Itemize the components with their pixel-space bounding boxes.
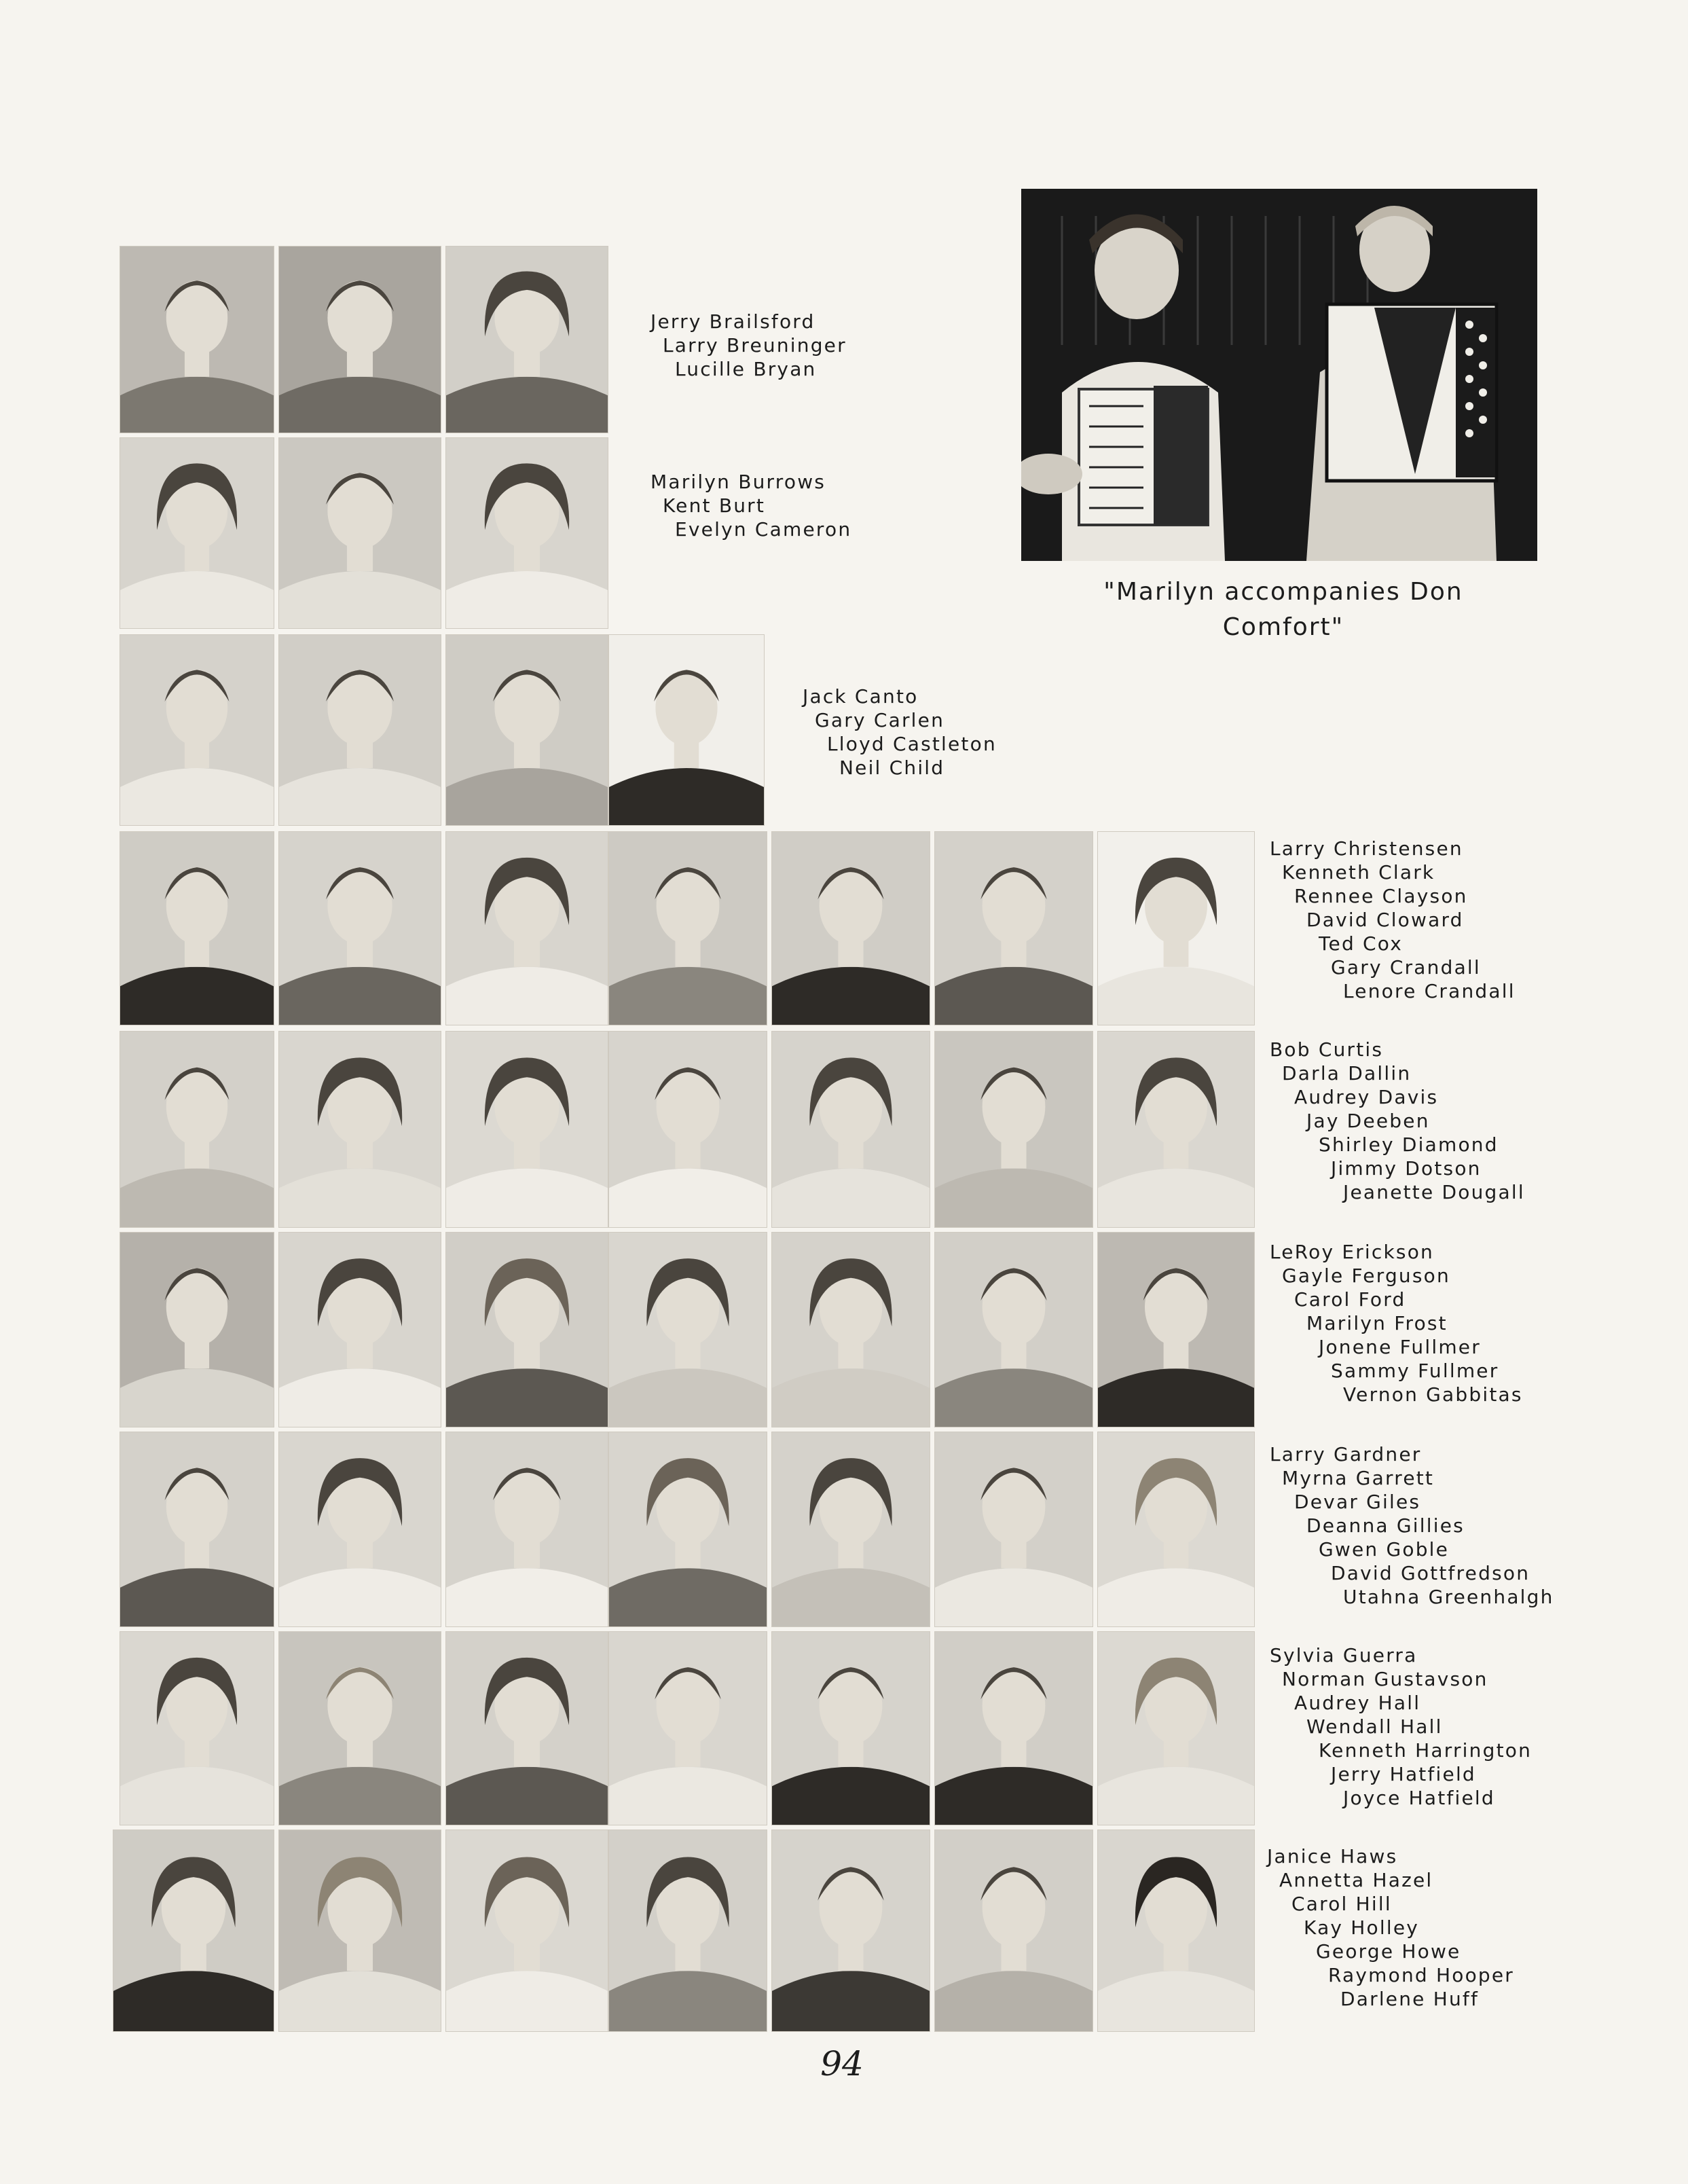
portrait-silhouette xyxy=(446,832,608,1025)
student-portrait xyxy=(934,831,1093,1025)
name-list xyxy=(1270,1240,1523,1406)
student-name: Joyce Hatfield xyxy=(1343,1787,1495,1809)
portrait-silhouette xyxy=(279,832,441,1025)
student-portrait xyxy=(120,437,274,629)
portrait-silhouette xyxy=(1098,1032,1254,1227)
student-name: Janice Haws xyxy=(1267,1845,1398,1868)
portrait-silhouette xyxy=(120,1032,274,1227)
student-portrait xyxy=(771,1031,930,1228)
student-name: David Cloward xyxy=(1306,909,1464,931)
portrait-silhouette xyxy=(772,1032,930,1227)
candid-photo-accordion xyxy=(1021,189,1537,561)
student-name: Gary Carlen xyxy=(815,709,945,731)
student-name: Darlene Huff xyxy=(1340,1988,1480,2010)
student-portrait xyxy=(771,1830,930,2032)
student-name: Neil Child xyxy=(839,757,945,779)
student-name: Sammy Fullmer xyxy=(1331,1360,1499,1382)
portrait-silhouette xyxy=(609,1632,767,1825)
accordion-photo-image xyxy=(1021,189,1537,561)
portrait-silhouette xyxy=(1098,1432,1254,1626)
student-portrait xyxy=(771,1631,930,1825)
student-name: Carol Ford xyxy=(1294,1288,1406,1311)
portrait-silhouette xyxy=(446,438,608,628)
student-portrait xyxy=(1097,1631,1255,1825)
student-name: Jimmy Dotson xyxy=(1331,1157,1482,1180)
student-name: Wendall Hall xyxy=(1306,1715,1443,1738)
student-portrait xyxy=(445,1631,608,1825)
student-portrait xyxy=(1097,1031,1255,1228)
portrait-silhouette xyxy=(113,1830,274,2031)
student-name: Gayle Ferguson xyxy=(1282,1264,1450,1287)
student-portrait xyxy=(120,1232,274,1427)
student-portrait xyxy=(120,1031,274,1228)
student-portrait xyxy=(120,1631,274,1825)
portrait-silhouette xyxy=(1098,1233,1254,1427)
name-list xyxy=(1270,1038,1525,1204)
portrait-silhouette xyxy=(279,1830,441,2031)
student-name: Lloyd Castleton xyxy=(827,733,997,755)
student-name: Larry Christensen xyxy=(1270,837,1463,860)
portrait-silhouette xyxy=(120,832,274,1025)
student-portrait xyxy=(608,634,765,826)
student-name: Jack Canto xyxy=(803,685,919,708)
student-portrait xyxy=(120,831,274,1025)
portrait-silhouette xyxy=(772,1432,930,1626)
portrait-silhouette xyxy=(772,1233,930,1427)
student-portrait xyxy=(278,246,441,433)
student-portrait xyxy=(608,1432,767,1627)
student-name: Jay Deeben xyxy=(1306,1110,1430,1132)
portrait-silhouette xyxy=(772,1830,930,2031)
student-portrait xyxy=(771,1432,930,1627)
portrait-silhouette xyxy=(772,832,930,1025)
portrait-silhouette xyxy=(446,1632,608,1825)
portrait-silhouette xyxy=(120,1632,274,1825)
student-portrait xyxy=(445,831,608,1025)
student-name: Sylvia Guerra xyxy=(1270,1644,1418,1667)
student-name: Jerry Brailsford xyxy=(650,310,815,333)
name-list xyxy=(650,310,847,381)
student-portrait xyxy=(278,634,441,826)
portrait-silhouette xyxy=(609,635,764,825)
portrait-silhouette xyxy=(935,1432,1093,1626)
student-portrait xyxy=(120,246,274,433)
student-portrait xyxy=(445,634,608,826)
name-list xyxy=(803,685,997,780)
portrait-silhouette xyxy=(1098,832,1254,1025)
student-portrait xyxy=(608,831,767,1025)
student-portrait xyxy=(608,1631,767,1825)
student-portrait xyxy=(934,1830,1093,2032)
portrait-silhouette xyxy=(446,1032,608,1227)
student-portrait xyxy=(1097,1830,1255,2032)
portrait-silhouette xyxy=(446,1233,608,1427)
portrait-silhouette xyxy=(446,1432,608,1626)
student-name: Annetta Hazel xyxy=(1279,1869,1433,1891)
portrait-silhouette xyxy=(446,247,608,433)
student-name: Darla Dallin xyxy=(1282,1062,1412,1085)
portrait-silhouette xyxy=(120,1233,274,1427)
name-list xyxy=(1270,1643,1532,1810)
student-name: Kent Burt xyxy=(663,494,766,517)
portrait-silhouette xyxy=(120,635,274,825)
student-portrait xyxy=(278,437,441,629)
portrait-silhouette xyxy=(1098,1632,1254,1825)
page-number: 94 xyxy=(820,2044,864,2083)
student-name: Vernon Gabbitas xyxy=(1343,1383,1523,1406)
portrait-silhouette xyxy=(1098,1830,1254,2031)
student-portrait xyxy=(934,1631,1093,1825)
portrait-silhouette xyxy=(609,832,767,1025)
student-portrait xyxy=(1097,831,1255,1025)
name-list xyxy=(1270,1442,1554,1609)
student-portrait xyxy=(608,1232,767,1427)
portrait-silhouette xyxy=(279,1632,441,1825)
student-portrait xyxy=(771,831,930,1025)
portrait-silhouette xyxy=(609,1032,767,1227)
student-name: Devar Giles xyxy=(1294,1491,1421,1513)
portrait-silhouette xyxy=(279,247,441,433)
student-portrait xyxy=(445,437,608,629)
portrait-silhouette xyxy=(279,1233,441,1427)
student-name: Raymond Hooper xyxy=(1328,1964,1515,1986)
student-portrait xyxy=(1097,1232,1255,1427)
student-name: Gwen Goble xyxy=(1319,1538,1450,1561)
student-portrait xyxy=(278,831,441,1025)
portrait-silhouette xyxy=(609,1432,767,1626)
student-name: Shirley Diamond xyxy=(1319,1133,1499,1156)
portrait-silhouette xyxy=(279,438,441,628)
student-name: Jeanette Dougall xyxy=(1343,1181,1525,1203)
student-name: Lenore Crandall xyxy=(1343,980,1516,1002)
student-portrait xyxy=(771,1232,930,1427)
portrait-silhouette xyxy=(446,1830,608,2031)
student-name: Gary Crandall xyxy=(1331,956,1481,979)
portrait-silhouette xyxy=(446,635,608,825)
student-portrait xyxy=(278,1232,441,1427)
student-name: Norman Gustavson xyxy=(1282,1668,1488,1690)
student-portrait xyxy=(278,1031,441,1228)
student-name: George Howe xyxy=(1316,1940,1461,1963)
student-portrait xyxy=(278,1432,441,1627)
student-name: Audrey Hall xyxy=(1294,1692,1421,1714)
student-name: Audrey Davis xyxy=(1294,1086,1439,1108)
student-name: Deanna Gillies xyxy=(1306,1514,1465,1537)
student-name: Myrna Garrett xyxy=(1282,1467,1435,1489)
student-portrait xyxy=(608,1031,767,1228)
student-name: Lucille Bryan xyxy=(675,358,817,380)
student-name: Evelyn Cameron xyxy=(675,518,852,541)
student-name: David Gottfredson xyxy=(1331,1562,1530,1584)
student-portrait xyxy=(445,1432,608,1627)
portrait-silhouette xyxy=(935,1632,1093,1825)
portrait-silhouette xyxy=(279,1032,441,1227)
name-list xyxy=(650,470,851,541)
portrait-silhouette xyxy=(120,247,274,433)
student-portrait xyxy=(113,1830,274,2032)
student-portrait xyxy=(120,634,274,826)
portrait-silhouette xyxy=(279,1432,441,1626)
student-portrait xyxy=(608,1830,767,2032)
student-name: Carol Hill xyxy=(1291,1893,1392,1915)
name-list xyxy=(1267,1844,1514,2011)
student-name: Kenneth Clark xyxy=(1282,861,1435,884)
student-name: Ted Cox xyxy=(1319,932,1403,955)
name-list xyxy=(1270,837,1516,1003)
student-name: LeRoy Erickson xyxy=(1270,1241,1434,1263)
student-portrait xyxy=(278,1631,441,1825)
student-portrait xyxy=(278,1830,441,2032)
student-name: Kay Holley xyxy=(1304,1916,1420,1939)
student-name: Larry Breuninger xyxy=(663,334,847,357)
student-portrait xyxy=(934,1232,1093,1427)
student-name: Marilyn Frost xyxy=(1306,1312,1448,1334)
student-name: Utahna Greenhalgh xyxy=(1343,1586,1554,1608)
student-portrait xyxy=(1097,1432,1255,1627)
student-portrait xyxy=(120,1432,274,1627)
student-portrait xyxy=(445,1031,608,1228)
student-name: Kenneth Harrington xyxy=(1319,1739,1533,1762)
student-name: Jerry Hatfield xyxy=(1331,1763,1476,1785)
photo-caption: "Marilyn accompanies Don Comfort" xyxy=(1103,578,1463,641)
student-portrait xyxy=(934,1432,1093,1627)
portrait-silhouette xyxy=(609,1233,767,1427)
student-name: Jonene Fullmer xyxy=(1319,1336,1481,1358)
student-name: Larry Gardner xyxy=(1270,1443,1422,1466)
student-portrait xyxy=(445,1232,608,1427)
student-portrait xyxy=(934,1031,1093,1228)
student-name: Rennee Clayson xyxy=(1294,885,1468,907)
portrait-silhouette xyxy=(120,1432,274,1626)
student-name: Bob Curtis xyxy=(1270,1038,1384,1061)
portrait-silhouette xyxy=(935,1233,1093,1427)
student-portrait xyxy=(445,1830,608,2032)
portrait-silhouette xyxy=(935,1032,1093,1227)
student-portrait xyxy=(445,246,608,433)
portrait-silhouette xyxy=(935,832,1093,1025)
portrait-silhouette xyxy=(120,438,274,628)
portrait-silhouette xyxy=(279,635,441,825)
portrait-silhouette xyxy=(772,1632,930,1825)
portrait-silhouette xyxy=(935,1830,1093,2031)
student-name: Marilyn Burrows xyxy=(650,471,826,493)
portrait-silhouette xyxy=(609,1830,767,2031)
